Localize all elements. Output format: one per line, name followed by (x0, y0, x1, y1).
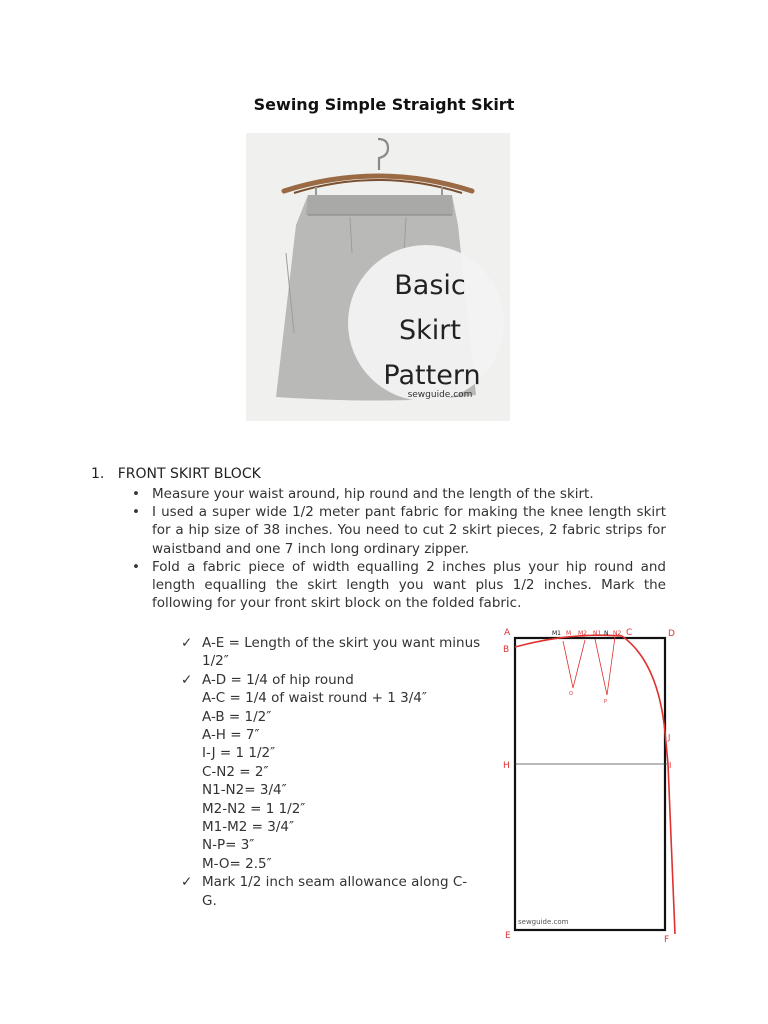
label-A: A (504, 628, 511, 638)
bullet-item: • Fold a fabric piece of width equalling 2 inches plus your hip round and length equalling the skirt length you want plus 1/2 inches. Mark the following for your front skirt block on the folded fabric. (128, 558, 666, 613)
checklist-item (181, 726, 481, 744)
label-M: M (566, 630, 572, 637)
check-icon: ✓ (181, 874, 193, 891)
hero-headline-line2: Skirt (399, 315, 461, 346)
label-E: E (505, 931, 511, 941)
hero-headline-line3: Pattern (383, 360, 481, 391)
label-H: H (503, 761, 510, 771)
checklist-item-text: N1-N2= 3/4″ (202, 782, 287, 799)
checklist-item (181, 781, 481, 799)
checklist-item (181, 689, 481, 707)
label-M1: M1 (552, 630, 561, 637)
checklist-item-text: A-H = 7″ (202, 727, 260, 744)
checklist-item (181, 763, 481, 781)
measurement-checklist (181, 634, 481, 910)
checklist-item-text: A-C = 1/4 of waist round + 1 3/4″ (202, 690, 427, 707)
checklist-item-text: M1-M2 = 3/4″ (202, 819, 295, 836)
instruction-bullets (128, 485, 666, 612)
side-seam-curve (622, 636, 675, 934)
checklist-item (181, 708, 481, 726)
checklist-item (181, 818, 481, 836)
hero-image (246, 133, 510, 421)
checklist-item-text: A-E = Length of the skirt you want minus 1/2″ (202, 635, 481, 670)
checklist-item (181, 671, 481, 689)
section-heading-text: FRONT SKIRT BLOCK (117, 466, 261, 482)
pattern-frame (515, 638, 665, 930)
skirt-block-diagram (500, 622, 680, 952)
label-F: F (664, 935, 670, 945)
checklist-item-text: M-O= 2.5″ (202, 855, 272, 872)
bullet-item: • Measure your waist around, hip round and the length of the skirt. (128, 485, 666, 503)
front-dart (595, 637, 615, 695)
checklist-item-text: A-B = 1/2″ (202, 708, 272, 725)
checklist-item (181, 800, 481, 818)
hero-watermark: sewguide.com (407, 390, 473, 400)
label-N: N (604, 630, 609, 637)
checklist-item (181, 836, 481, 854)
checklist-item-text: M2-N2 = 1 1/2″ (202, 800, 306, 817)
check-icon: ✓ (181, 671, 193, 688)
label-N1: N1 (593, 630, 602, 637)
checklist-item (181, 855, 481, 873)
hero-headline-line1: Basic (394, 270, 466, 301)
diagram-watermark: sewguide.com (518, 918, 569, 926)
label-D: D (668, 629, 675, 639)
label-N2: N2 (613, 630, 622, 637)
section-heading (91, 466, 261, 482)
section-number: 1. (91, 466, 105, 482)
label-C: C (626, 628, 633, 638)
label-J: J (668, 733, 671, 742)
checklist-item (181, 873, 481, 910)
label-M2: M2 (578, 630, 587, 637)
checklist-item (181, 634, 481, 671)
page-title: Sewing Simple Straight Skirt (253, 95, 515, 114)
back-dart (563, 640, 585, 688)
bullet-item: • I used a super wide 1/2 meter pant fabric for making the knee length skirt for a hip size of 38 inches. You need to cut 2 skirt pieces, 2 fabric strips for waistband and one 7 inch long ordinary zipper. (128, 503, 666, 558)
checklist-item-text: I-J = 1 1/2″ (202, 745, 276, 762)
label-O: O (569, 691, 573, 697)
label-I: I (669, 761, 672, 770)
checklist-item-text: A-D = 1/4 of hip round (202, 671, 354, 688)
checklist-item-text: N-P= 3″ (202, 837, 255, 854)
label-P: P (604, 699, 608, 705)
check-icon: ✓ (181, 635, 193, 651)
checklist-item-text: C-N2 = 2″ (202, 763, 269, 780)
label-B: B (503, 645, 510, 655)
checklist-item (181, 744, 481, 762)
checklist-item-text: Mark 1/2 inch seam allowance along C-G. (202, 874, 468, 909)
